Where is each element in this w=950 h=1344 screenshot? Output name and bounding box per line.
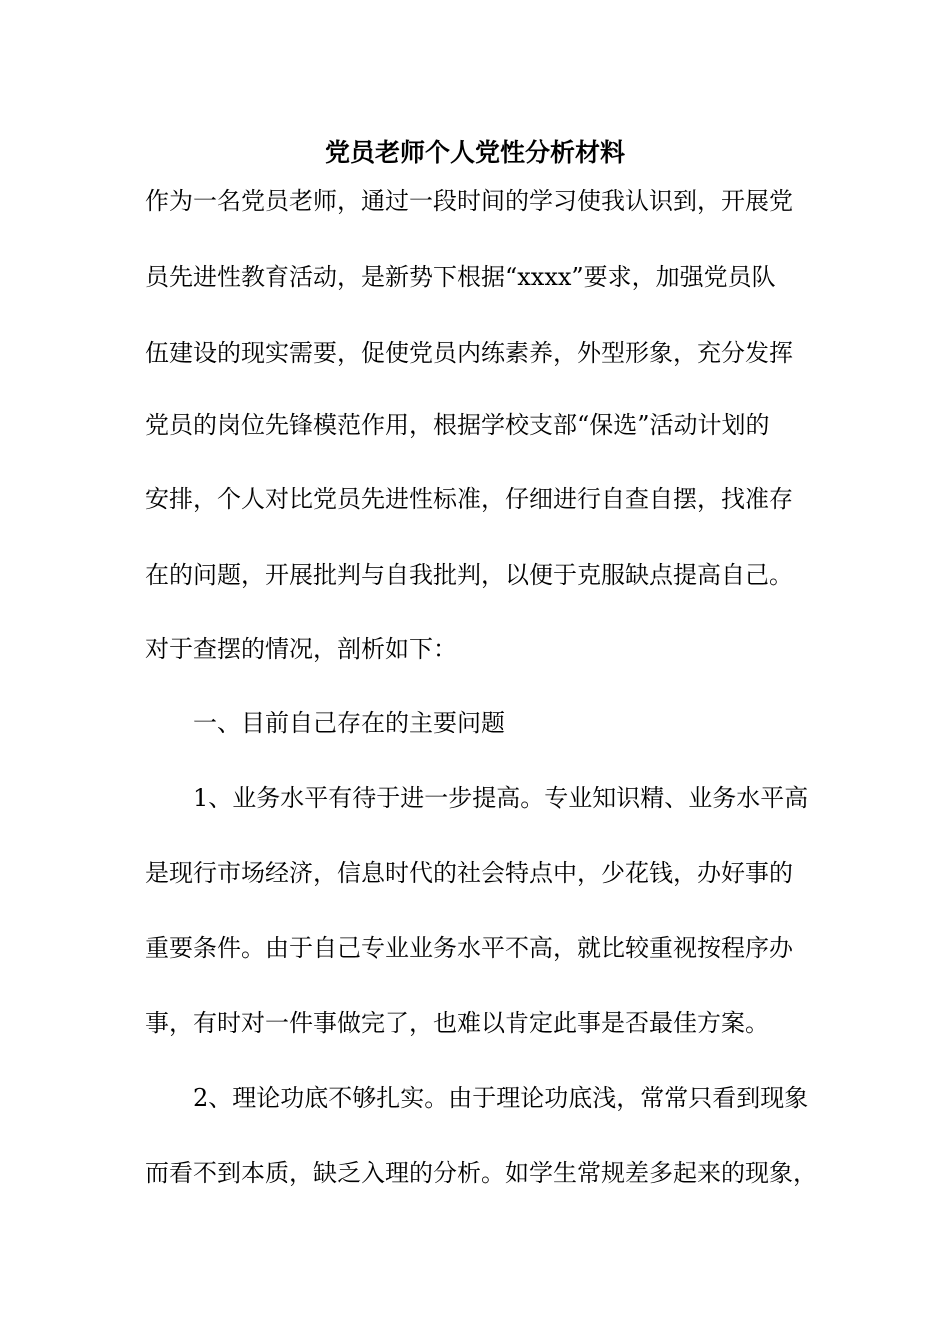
paragraph-line: 重要条件。由于自己专业业务水平不高，就比较重视按程序办 bbox=[145, 934, 793, 962]
paragraph-line: 伍建设的现实需要，促使党员内练素养，外型形象，充分发挥 bbox=[145, 339, 793, 367]
paragraph-line: 在的问题，开展批判与自我批判，以便于克服缺点提高自己。 bbox=[145, 561, 793, 589]
paragraph-line: 2、理论功底不够扎实。由于理论功底浅，常常只看到现象 bbox=[145, 1084, 809, 1112]
paragraph-line: 1、业务水平有待于进一步提高。专业知识精、业务水平高 bbox=[145, 784, 809, 812]
paragraph-line: 而看不到本质，缺乏入理的分析。如学生常规差多起来的现象， bbox=[145, 1159, 817, 1187]
section-heading: 一、目前自己存在的主要问题 bbox=[145, 709, 505, 737]
paragraph-line: 安排，个人对比党员先进性标准，仔细进行自查自摆，找准存 bbox=[145, 485, 793, 513]
paragraph-line: 作为一名党员老师，通过一段时间的学习使我认识到，开展党 bbox=[145, 187, 793, 215]
paragraph-line: 员先进性教育活动，是新势下根据“xxxx”要求，加强党员队 bbox=[145, 263, 776, 291]
paragraph-line: 事，有时对一件事做完了，也难以肯定此事是否最佳方案。 bbox=[145, 1009, 769, 1037]
paragraph-line: 是现行市场经济，信息时代的社会特点中，少花钱，办好事的 bbox=[145, 859, 793, 887]
paragraph-line: 对于查摆的情况，剖析如下： bbox=[145, 635, 457, 663]
document-title: 党员老师个人党性分析材料 bbox=[324, 138, 625, 167]
paragraph-line: 党员的岗位先锋模范作用，根据学校支部“保选”活动计划的 bbox=[145, 411, 770, 439]
